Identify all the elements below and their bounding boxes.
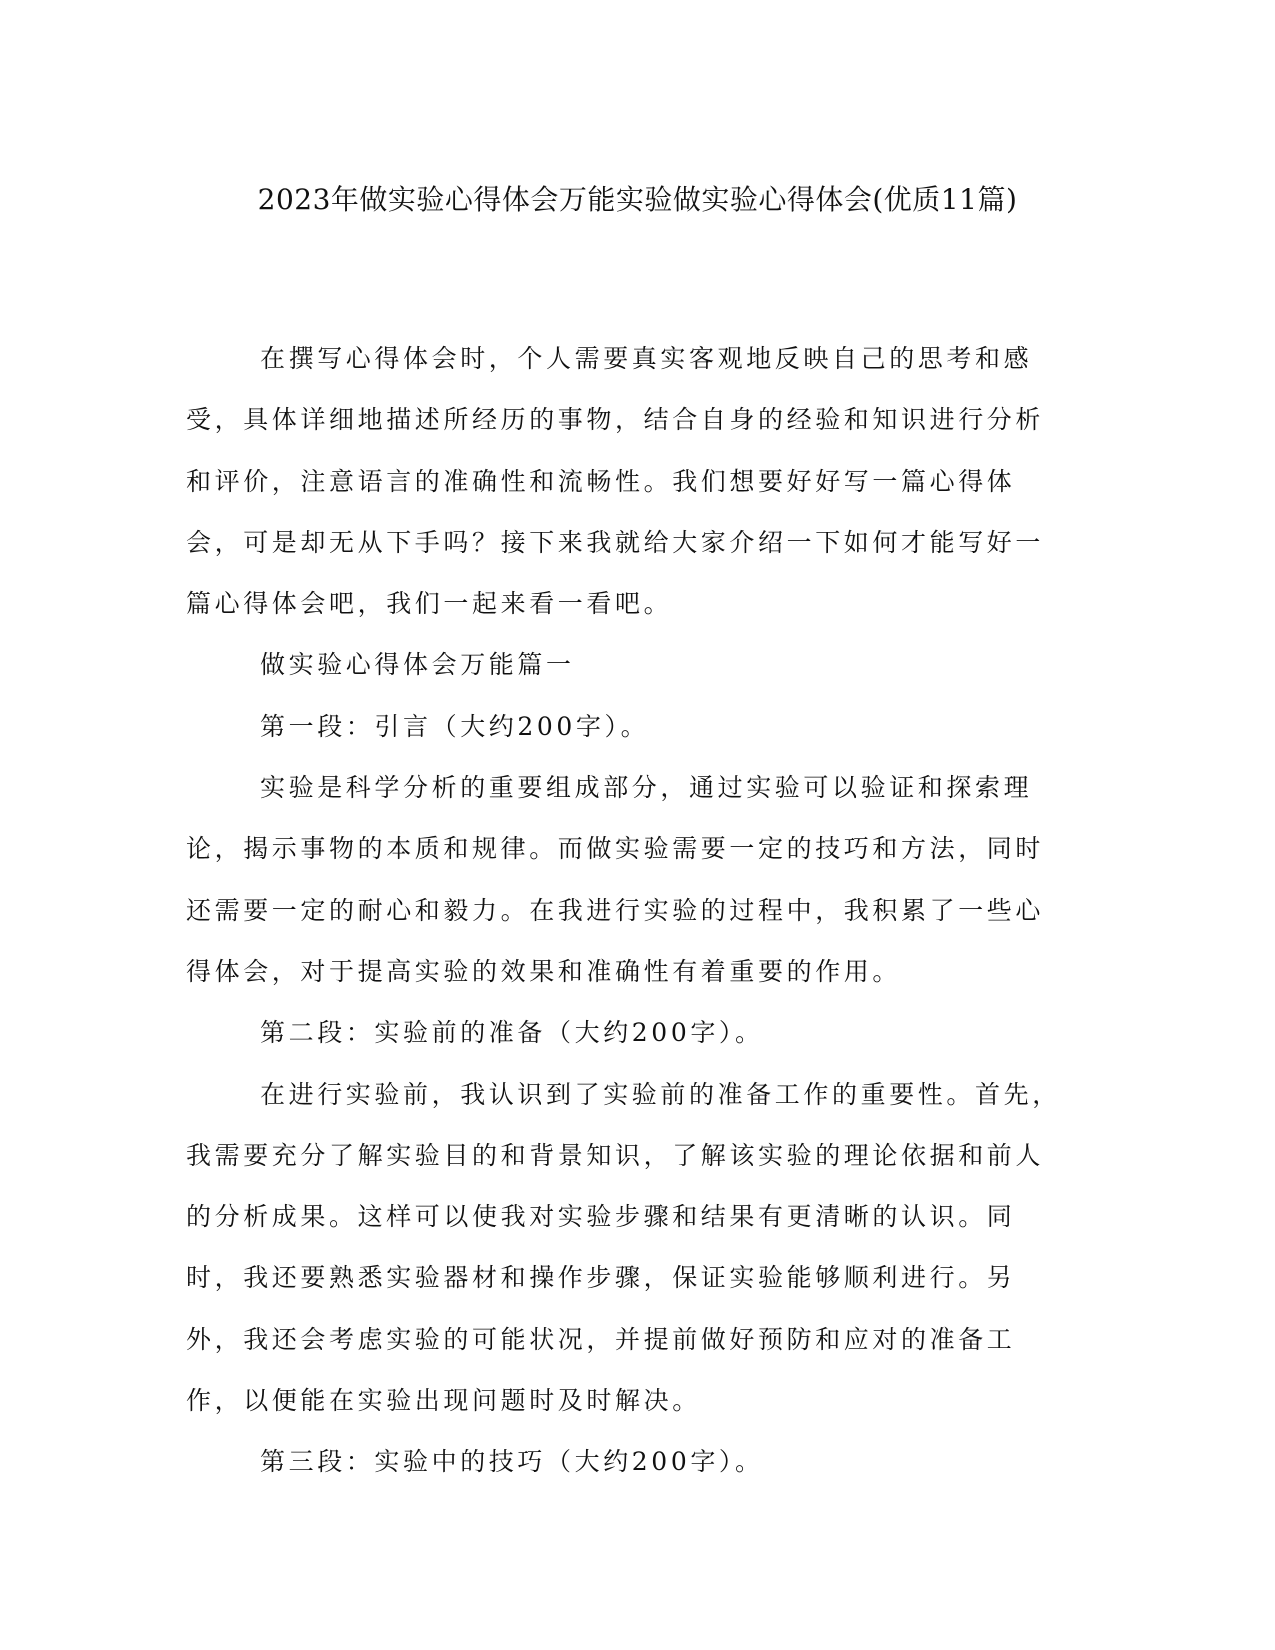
intro-paragraph: 在撰写心得体会时，个人需要真实客观地反映自己的思考和感受，具体详细地描述所经历的事物，结合自身的经验和知识进行分析和评价，注意语言的准确性和流畅性。我们想要好好写一篇心得体会，可是却无从下手吗？接下来我就给大家介绍一下如何才能写好一篇心得体会吧，我们一起来看一看吧。: [186, 344, 1045, 619]
preparation-paragraph: 在进行实验前，我认识到了实验前的准备工作的重要性。首先，我需要充分了解实验目的和背景知识，了解该实验的理论依据和前人的分析成果。这样可以使我对实验步骤和结果有更清晰的认识。同时，我还要熟悉实验器材和操作步骤，保证实验能够顺利进行。另外，我还会考虑实验的可能状况，并提前做好预防和应对的准备工作，以便能在实验出现问题时及时解决。: [186, 1079, 1061, 1416]
section-heading-part-one: 做实验心得体会万能篇一: [260, 650, 575, 680]
section-heading-preparation: 第二段：实验前的准备（大约200字）。: [260, 1018, 764, 1048]
introduction-paragraph: 实验是科学分析的重要组成部分，通过实验可以验证和探索理论，揭示事物的本质和规律。而做实验需要一定的技巧和方法，同时还需要一定的耐心和毅力。在我进行实验的过程中，我积累了一些心得体会，对于提高实验的效果和准确性有着重要的作用。: [186, 773, 1045, 986]
section-heading-introduction: 第一段：引言（大约200字）。: [260, 711, 650, 741]
document-body: [186, 328, 1066, 1493]
section-heading-techniques: 第三段：实验中的技巧（大约200字）。: [260, 1447, 764, 1477]
document-title: 2023年做实验心得体会万能实验做实验心得体会(优质11篇): [257, 183, 1018, 216]
